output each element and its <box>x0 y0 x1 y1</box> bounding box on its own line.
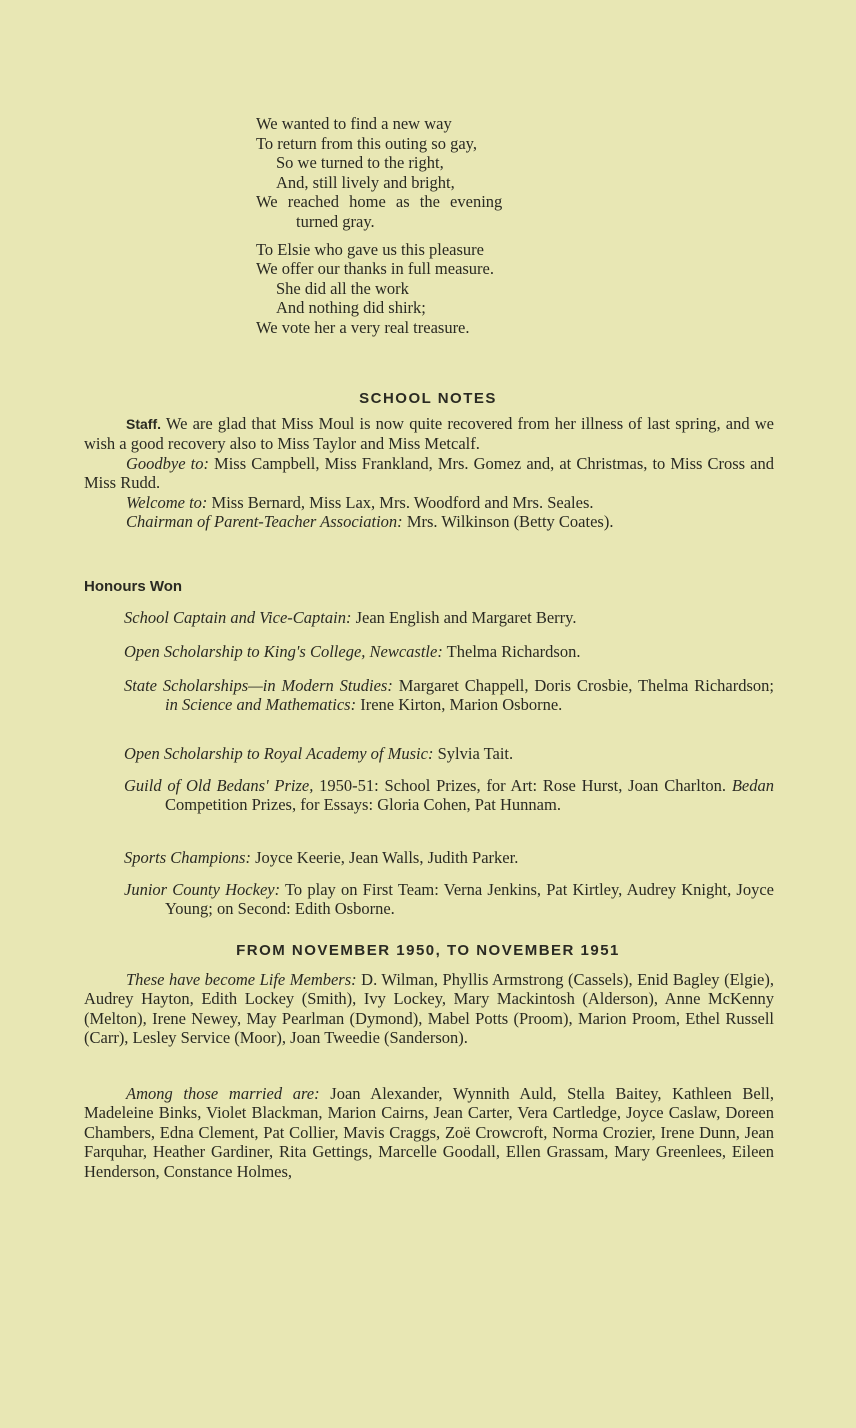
poem-line: To return from this outing so gay, <box>256 133 477 153</box>
honours-text: Sylvia Tait. <box>437 744 514 763</box>
honours-item <box>124 776 774 815</box>
honours-item <box>124 744 774 763</box>
honours-text: Margaret Chappell, Doris Crosbie, Thelma Richardson; <box>398 676 774 695</box>
chairman-paragraph <box>84 512 774 531</box>
life-members-paragraph <box>84 970 774 1048</box>
welcome-paragraph <box>84 493 774 512</box>
poem <box>256 114 656 346</box>
honours-text-secondary: Competition Prizes, for Essays: Gloria Cohen, Pat Hunnam. <box>165 795 561 815</box>
welcome-label: Welcome to: <box>126 492 208 512</box>
life-members-text: D. Wilman, Phyllis Armstrong (Cassels), Enid Bagley (Elgie), Audrey Hayton, Edith Lockey (Smith), Ivy Lockey, Mary Mackintosh (Alderson), Anne McKenny (Melton), Irene Newey, May Pearlman (Dymond), Mabel Potts (Proom), Marion Proom, Ethel Russell (Carr), Lesley Service (Moor), Joan Tweedie (Sanderson). <box>84 970 775 1048</box>
honours-heading: Honours Won <box>84 578 183 595</box>
married-paragraph <box>84 1084 774 1181</box>
honours-text: Jean English and Margaret Berry. <box>355 608 577 627</box>
school-notes-body <box>84 414 774 531</box>
life-members-label: These have become Life Members: <box>126 970 357 989</box>
married-text: Joan Alexander, Wynnith Auld, Stella Baitey, Kathleen Bell, Madeleine Binks, Violet Blackman, Marion Cairns, Jean Carter, Vera Cartledge, Joyce Caslaw, Doreen Chambers, Edna Clement, Pat Collier, Mavis Craggs, Zoë Crowcroft, Norma Crozier, Irene Dunn, Jean Farquhar, Heather Gardiner, Rita Gettings, Marcelle Goodall, Ellen Grassam, Mary Greenlees, Eileen Henderson, Constance Holmes, <box>84 1084 775 1181</box>
honours-text: Joyce Keerie, Jean Walls, Judith Parker. <box>255 848 519 867</box>
staff-paragraph <box>84 414 774 454</box>
honours-item <box>124 642 774 661</box>
poem-line: To Elsie who gave us this pleasure <box>256 239 484 259</box>
honours-item <box>124 848 774 867</box>
honours-text: 1950-51: School Prizes, for Art: Rose Hurst, Joan Charlton. <box>319 776 727 795</box>
poem-line: She did all the work <box>276 278 409 298</box>
school-notes-heading: SCHOOL NOTES <box>359 390 497 407</box>
honours-item <box>124 880 774 919</box>
honours-text-secondary: Irene Kirton, Marion Osborne. <box>360 695 563 715</box>
poem-line: We wanted to find a new way <box>256 114 452 133</box>
poem-stanza <box>256 240 656 338</box>
honours-item <box>124 676 774 715</box>
staff-text: We are glad that Miss Moul is now quite recovered from her illness of last spring, and we wish a good recovery also to Miss Taylor and Miss Metcalf. <box>84 414 774 454</box>
honours-text: Thelma Richardson. <box>446 642 581 661</box>
poem-stanza <box>256 114 656 232</box>
goodbye-paragraph <box>84 454 774 493</box>
poem-line: We offer our thanks in full measure. <box>256 259 495 279</box>
honours-label: Junior County Hockey: <box>124 880 281 899</box>
chairman-label: Chairman of Parent-Teacher Association: <box>126 512 403 532</box>
poem-line: We reached home as the evening <box>256 192 503 212</box>
honours-label: Guild of Old Bedans' Prize, <box>124 776 314 795</box>
honours-label: State Scholarships—in Modern Studies: <box>124 676 393 695</box>
honours-label-secondary: Bedan <box>731 776 774 795</box>
goodbye-text: Miss Campbell, Miss Frankland, Mrs. Gomez and, at Christmas, to Miss Cross and Miss Rudd. <box>84 453 774 493</box>
honours-label: School Captain and Vice-Captain: <box>124 608 352 627</box>
chairman-text: Mrs. Wilkinson (Betty Coates). <box>406 512 614 532</box>
honours-label: Open Scholarship to Royal Academy of Music: <box>124 744 434 763</box>
staff-label: Staff. <box>126 416 161 432</box>
welcome-text: Miss Bernard, Miss Lax, Mrs. Woodford and Mrs. Seales. <box>211 492 594 512</box>
honours-item <box>124 608 774 627</box>
honours-label-secondary: in Science and Mathematics: <box>165 695 357 715</box>
honours-text: To play on First Team: Verna Jenkins, Pat Kirtley, Audrey Knight, Joyce Young; on Second: Edith Osborne. <box>165 880 774 919</box>
goodbye-label: Goodbye to: <box>126 453 209 473</box>
members-heading: FROM NOVEMBER 1950, TO NOVEMBER 1951 <box>236 942 620 959</box>
honours-label: Open Scholarship to King's College, Newcastle: <box>124 642 443 661</box>
married-label: Among those married are: <box>126 1084 320 1103</box>
honours-label: Sports Champions: <box>124 848 251 867</box>
poem-line: And nothing did shirk; <box>276 298 426 318</box>
poem-line: And, still lively and bright, <box>276 172 455 192</box>
poem-line: turned gray. <box>296 211 375 231</box>
poem-line: So we turned to the right, <box>276 153 444 173</box>
poem-line: We vote her a very real treasure. <box>256 317 470 337</box>
